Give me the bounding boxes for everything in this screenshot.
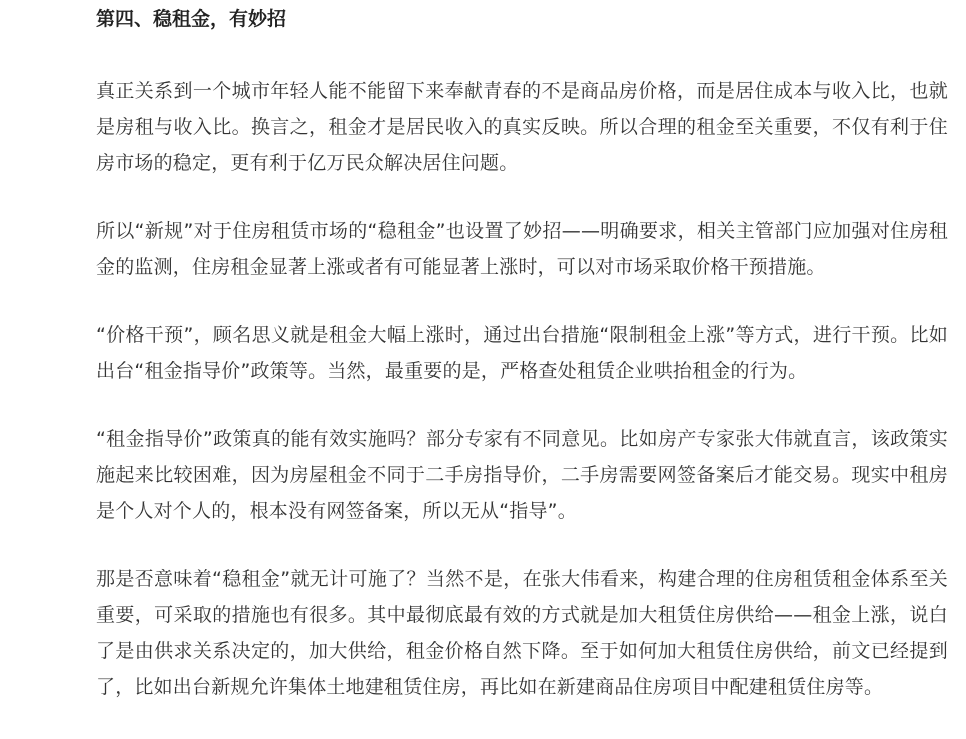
paragraph-5: 那是否意味着“稳租金”就无计可施了？当然不是，在张大伟看来，构建合理的住房租赁租金体系至关重要，可采取的措施也有很多。其中最彻底最有效的方式就是加大租赁住房供给——租金上涨，说白了是由供求关系决定的，加大供给，租金价格自然下降。至于如何加大租赁住房供给，前文已经提到了，比如出台新规允许集体土地建租赁住房，再比如在新建商品住房项目中配建租赁住房等。 (96, 568, 948, 698)
article-body (96, 0, 948, 705)
paragraph-2: 所以“新规”对于住房租赁市场的“稳租金”也设置了妙招——明确要求，相关主管部门应加强对住房租金的监测，住房租金显著上涨或者有可能显著上涨时，可以对市场采取价格干预措施。 (96, 220, 948, 278)
paragraph-4: “租金指导价”政策真的能有效实施吗？部分专家有不同意见。比如房产专家张大伟就直言，该政策实施起来比较困难，因为房屋租金不同于二手房指导价，二手房需要网签备案后才能交易。现实中租房是个人对个人的，根本没有网签备案，所以无从“指导”。 (96, 428, 948, 522)
paragraph-1: 真正关系到一个城市年轻人能不能留下来奉献青春的不是商品房价格，而是居住成本与收入比，也就是房租与收入比。换言之，租金才是居民收入的真实反映。所以合理的租金至关重要，不仅有利于住房市场的稳定，更有利于亿万民众解决居住问题。 (96, 80, 948, 174)
section-heading: 第四、稳租金，有妙招 (96, 8, 287, 30)
paragraph-3: “价格干预”，顾名思义就是租金大幅上涨时，通过出台措施“限制租金上涨”等方式，进行干预。比如出台“租金指导价”政策等。当然，最重要的是，严格查处租赁企业哄抬租金的行为。 (96, 324, 948, 382)
